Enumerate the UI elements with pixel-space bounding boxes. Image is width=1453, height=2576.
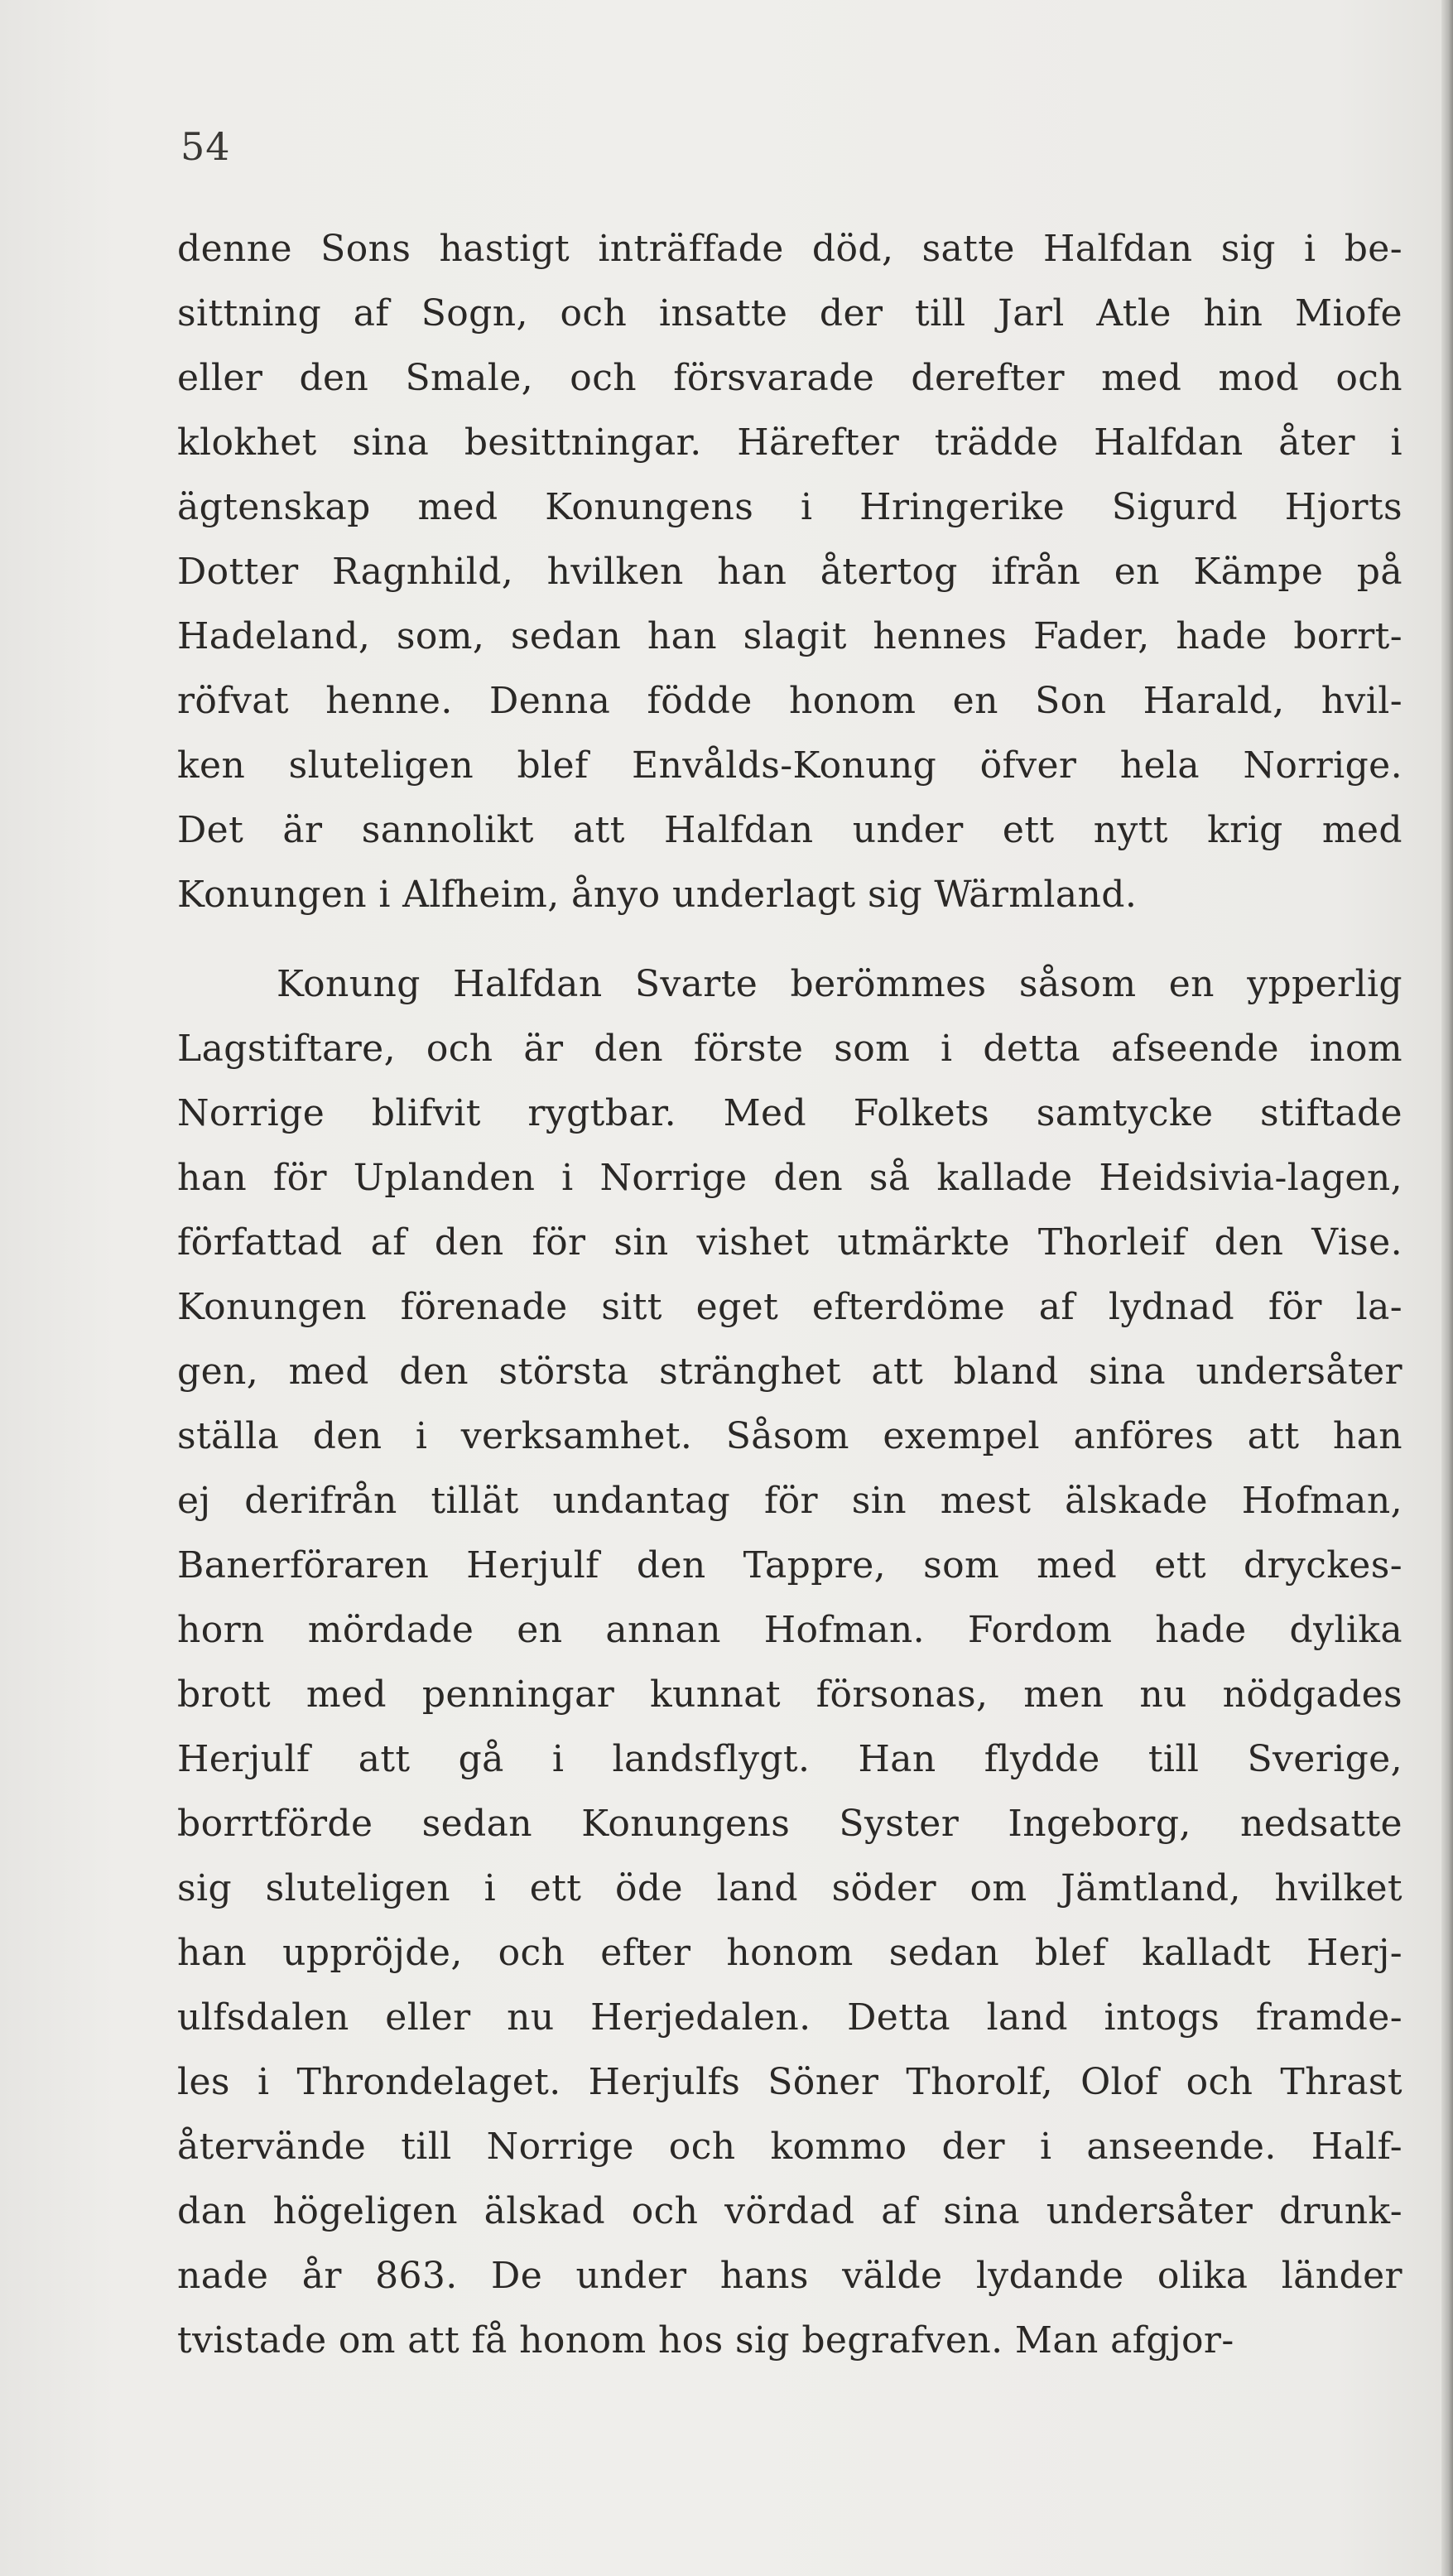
text-line: han för Uplanden i Norrige den så kallade Heidsivia-lagen,: [177, 1157, 1402, 1199]
text-line: återvände till Norrige och kommo der i anseende. Half-: [177, 2126, 1402, 2168]
text-line: Lagstiftare, och är den förste som i detta afseende inom: [177, 1028, 1402, 1070]
text-line: Konungen förenade sitt eget efterdöme af lydnad för la-: [177, 1286, 1402, 1328]
text-line: dan högeligen älskad och vördad af sina undersåter drunk-: [177, 2190, 1402, 2232]
text-line: borrtförde sedan Konungens Syster Ingeborg, nedsatte: [177, 1803, 1402, 1845]
text-line: denne Sons hastigt inträffade död, satte Halfdan sig i be-: [177, 228, 1402, 270]
page-edge: [1441, 0, 1453, 2576]
text-line: Dotter Ragnhild, hvilken han återtog ifrån en Kämpe på: [177, 551, 1402, 593]
paragraph-1: [177, 217, 1402, 927]
text-line: Konungen i Alfheim, ånyo underlagt sig Wärmland.: [177, 874, 1138, 916]
paragraph-2: [177, 952, 1402, 2373]
text-line: gen, med den största stränghet att bland sina undersåter: [177, 1351, 1402, 1393]
text-line: sig sluteligen i ett öde land söder om Jämtland, hvilket: [177, 1867, 1402, 1909]
text-line: les i Throndelaget. Herjulfs Söner Thorolf, Olof och Thrast: [177, 2061, 1402, 2103]
text-line: brott med penningar kunnat försonas, men nu nödgades: [177, 1673, 1402, 1716]
text-line: ej derifrån tillät undantag för sin mest älskade Hofman,: [177, 1480, 1402, 1522]
page-number: 54: [180, 124, 231, 169]
text-line: klokhet sina besittningar. Härefter trädde Halfdan åter i: [177, 421, 1402, 464]
text-line: tvistade om att få honom hos sig begrafven. Man afgjor-: [177, 2319, 1234, 2362]
text-line: ställa den i verksamhet. Såsom exempel anföres att han: [177, 1415, 1402, 1457]
text-line: ulfsdalen eller nu Herjedalen. Detta land intogs framde-: [177, 1996, 1402, 2039]
text-line: ken sluteligen blef Envålds-Konung öfver hela Norrige.: [177, 744, 1402, 787]
text-line: Banerföraren Herjulf den Tappre, som med ett dryckes-: [177, 1544, 1402, 1587]
text-line: Norrige blifvit rygtbar. Med Folkets samtycke stiftade: [177, 1092, 1402, 1134]
text-line: ägtenskap med Konungens i Hringerike Sigurd Hjorts: [177, 486, 1402, 528]
text-line: Konung Halfdan Svarte berömmes såsom en ypperlig: [277, 963, 1402, 1005]
text-line: författad af den för sin vishet utmärkte Thorleif den Vise.: [177, 1221, 1402, 1264]
text-line: Herjulf att gå i landsflygt. Han flydde till Sverige,: [177, 1738, 1402, 1780]
text-line: Det är sannolikt att Halfdan under ett nytt krig med: [177, 809, 1402, 851]
text-line: horn mördade en annan Hofman. Fordom hade dylika: [177, 1609, 1402, 1651]
text-line: han uppröjde, och efter honom sedan blef kalladt Herj-: [177, 1932, 1402, 1974]
text-line: Hadeland, som, sedan han slagit hennes Fader, hade borrt-: [177, 615, 1402, 657]
text-line: eller den Smale, och försvarade derefter med mod och: [177, 357, 1402, 399]
text-line: sittning af Sogn, och insatte der till Jarl Atle hin Miofe: [177, 292, 1402, 335]
text-line: röfvat henne. Denna födde honom en Son Harald, hvil-: [177, 680, 1402, 722]
text-line: nade år 863. De under hans välde lydande olika länder: [177, 2255, 1402, 2297]
